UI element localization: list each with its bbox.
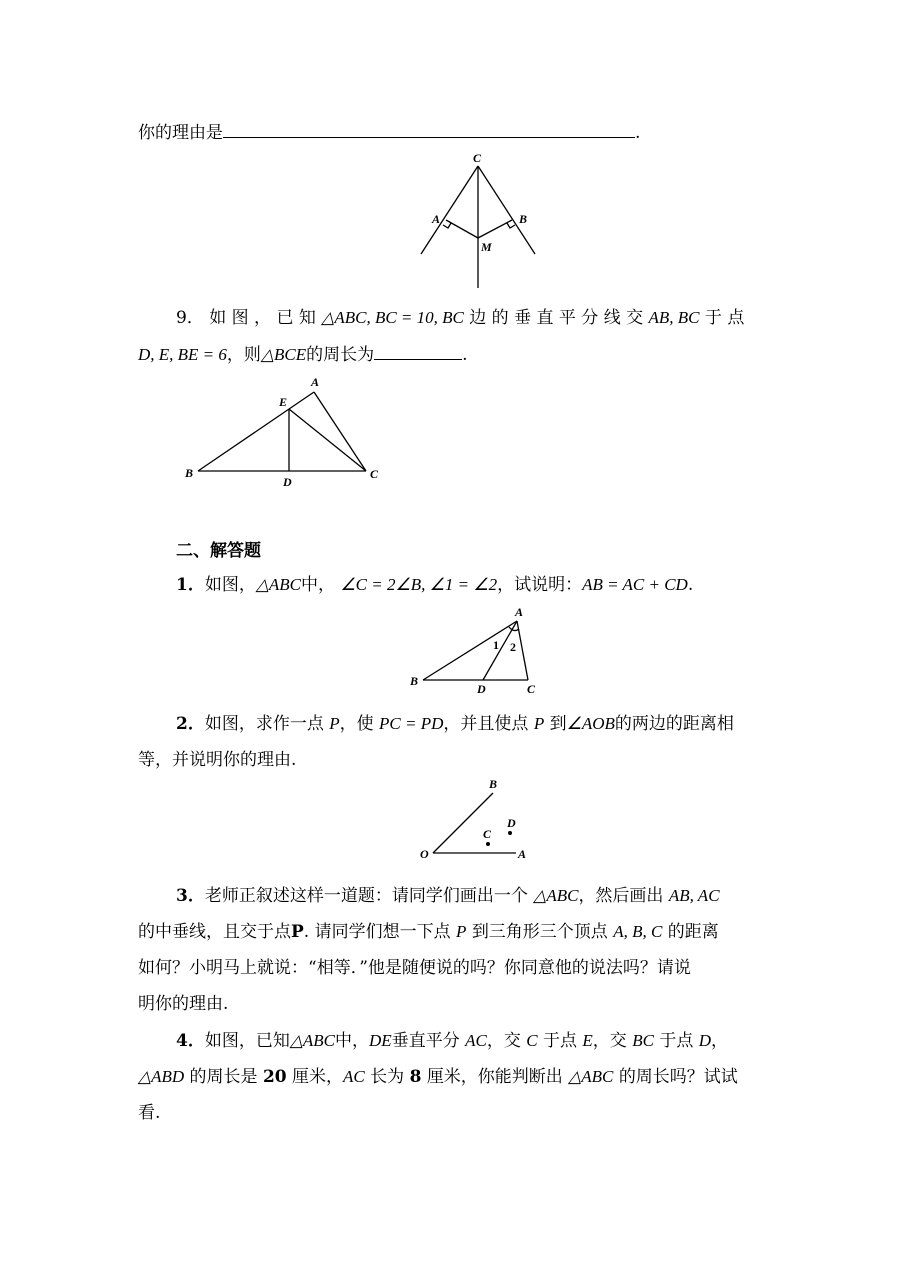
q9-label-b: B <box>185 466 194 480</box>
p4-c: C <box>526 1031 538 1050</box>
p2-number: 2． <box>176 714 205 734</box>
p3-number: 3． <box>176 886 205 906</box>
p2-p2: P <box>533 714 545 733</box>
q9-number: 9． <box>176 308 204 328</box>
p4-e: E <box>582 1031 593 1050</box>
p2-line1 <box>176 713 734 735</box>
p3-line3: 如何？小明马上就说：“相等．”他是随便说的吗？你同意他的说法吗？请说 <box>138 958 691 978</box>
p4-math1: △ABC <box>289 1031 336 1050</box>
q9-math3: D, E, BE = 6 <box>138 345 227 364</box>
p4-bc: BC <box>632 1031 654 1050</box>
p4-de: DE <box>369 1031 392 1050</box>
q8-label-m: M <box>481 240 492 254</box>
p4-text5: 于点 <box>543 1031 577 1051</box>
q8-reason-line <box>138 121 640 144</box>
p2-math1: PC = PD <box>379 714 444 733</box>
p1-label-d: D <box>477 682 486 696</box>
p2-label-c: C <box>483 827 492 841</box>
p3-line2 <box>138 921 719 943</box>
p3-l2-p: P <box>291 922 304 942</box>
q8-reason-prefix: 你的理由是 <box>138 123 223 143</box>
p1-math3: AB = AC + CD <box>582 575 688 594</box>
p2-p1: P <box>329 714 340 733</box>
p4-text1: 如图，已知 <box>204 1031 290 1051</box>
q9-math4: △BCE <box>260 345 307 364</box>
p3-l2-text4: 的距离 <box>667 922 719 942</box>
q8-figure <box>415 150 545 290</box>
p4-l2-num1: 20 <box>262 1067 287 1087</box>
p2-text5: 的两边的距离相 <box>614 714 734 734</box>
p4-number: 4． <box>176 1031 205 1051</box>
p1-number: 1． <box>176 575 205 595</box>
p4-line3: 看. <box>138 1103 161 1123</box>
p3-l2-p2: P <box>456 922 467 941</box>
p4-l2-math2: △ABC <box>568 1067 614 1086</box>
p1-label-b: B <box>410 674 419 688</box>
p4-l2-text4: 厘米，你能判断出 <box>426 1067 563 1087</box>
q9-text3: 于 点 <box>704 308 745 328</box>
q9-text2: 边 的 垂 直 平 分 线 交 <box>469 308 644 328</box>
p4-l2-math: △ABD <box>138 1067 185 1086</box>
q8-label-a: A <box>432 212 441 226</box>
q9-end: . <box>462 345 468 365</box>
p4-l2-ac: AC <box>343 1067 365 1086</box>
p4-text2: 中， <box>335 1031 370 1051</box>
section-heading: 二、解答题 <box>176 541 261 561</box>
p3-l2-text1: 的中垂线，且交于点 <box>138 922 291 942</box>
p2-point-d <box>508 831 512 835</box>
p3-text1: 老师正叙述这样一道题：请同学们画出一个 <box>204 886 528 906</box>
p4-l2-text5: 的周长吗？试试 <box>618 1067 738 1087</box>
p2-label-b: B <box>489 777 498 791</box>
p3-l2-text3: 到三角形三个顶点 <box>471 922 608 942</box>
p4-d: D <box>698 1031 712 1050</box>
q9-answer-blank[interactable] <box>374 343 462 360</box>
p2-label-d: D <box>507 816 516 830</box>
p3-l2-math: A, B, C <box>613 922 663 941</box>
p1-line1 <box>176 574 693 596</box>
p3-text2: ，然后画出 <box>578 886 664 906</box>
p4-text7: 于点 <box>659 1031 694 1051</box>
p1-math2: ∠C = 2∠B, ∠1 = ∠2 <box>340 575 498 594</box>
p1-label-a: A <box>515 605 524 619</box>
q9-line1 <box>176 307 744 329</box>
q9-text1: 如 图 ， 已 知 <box>209 308 316 328</box>
p4-text3: 垂直平分 <box>391 1031 460 1051</box>
q9-label-a: A <box>311 375 320 389</box>
p1-figure <box>405 603 550 698</box>
p4-l2-text1: 的周长是 <box>189 1067 258 1087</box>
p4-l2-num2: 8 <box>409 1067 422 1087</box>
q9-text5: 的周长为 <box>306 345 375 365</box>
q9-line2 <box>138 343 468 366</box>
p3-math2: AB, AC <box>668 886 720 905</box>
q8-label-c: C <box>473 151 482 165</box>
p4-line1 <box>176 1030 728 1052</box>
q9-label-d: D <box>283 475 292 489</box>
p2-text1: 如图，求作一点 <box>204 714 324 734</box>
p1-text3: ，试说明： <box>497 575 583 595</box>
p2-text4: 到 <box>549 714 567 734</box>
p4-text8: ， <box>711 1031 729 1051</box>
p3-line4: 明你的理由. <box>138 994 229 1014</box>
p2-point-c <box>486 842 490 846</box>
q8-answer-blank[interactable] <box>223 121 635 138</box>
p1-math1: △ABC <box>255 575 302 594</box>
p2-label-o: O <box>420 847 429 861</box>
p4-ac: AC <box>465 1031 487 1050</box>
p2-math2: ∠AOB <box>566 714 615 733</box>
p2-text3: ，并且使点 <box>443 714 529 734</box>
q9-text4: ，则 <box>226 345 261 365</box>
p1-text1: 如图， <box>204 575 256 595</box>
p3-line1 <box>176 885 720 907</box>
p2-label-a: A <box>518 847 527 861</box>
q8-label-b: B <box>519 212 528 226</box>
q9-figure <box>180 372 390 492</box>
p3-math1: △ABC <box>533 886 579 905</box>
p1-text2: 中， <box>301 575 336 595</box>
p3-l2-text2: . 请同学们想一下点 <box>303 922 451 942</box>
p4-text6: ，交 <box>592 1031 627 1051</box>
q9-math1: △ABC, BC = 10, BC <box>321 308 464 327</box>
p1-label-2: 2 <box>510 640 516 654</box>
p2-text2: ，使 <box>339 714 374 734</box>
p4-l2-text3: 长为 <box>370 1067 405 1087</box>
p4-text4: ，交 <box>486 1031 521 1051</box>
q9-label-c: C <box>370 467 379 481</box>
p1-label-c: C <box>527 682 536 696</box>
p4-l2-text2: 厘米， <box>292 1067 344 1087</box>
p2-line2: 等，并说明你的理由. <box>138 750 297 770</box>
p2-figure <box>415 776 535 866</box>
q9-math2: AB, BC <box>648 308 700 327</box>
p4-line2 <box>138 1066 738 1088</box>
q8-end: . <box>635 123 641 143</box>
q9-label-e: E <box>279 395 288 409</box>
p1-end: . <box>687 575 694 595</box>
p1-label-1: 1 <box>493 638 499 652</box>
